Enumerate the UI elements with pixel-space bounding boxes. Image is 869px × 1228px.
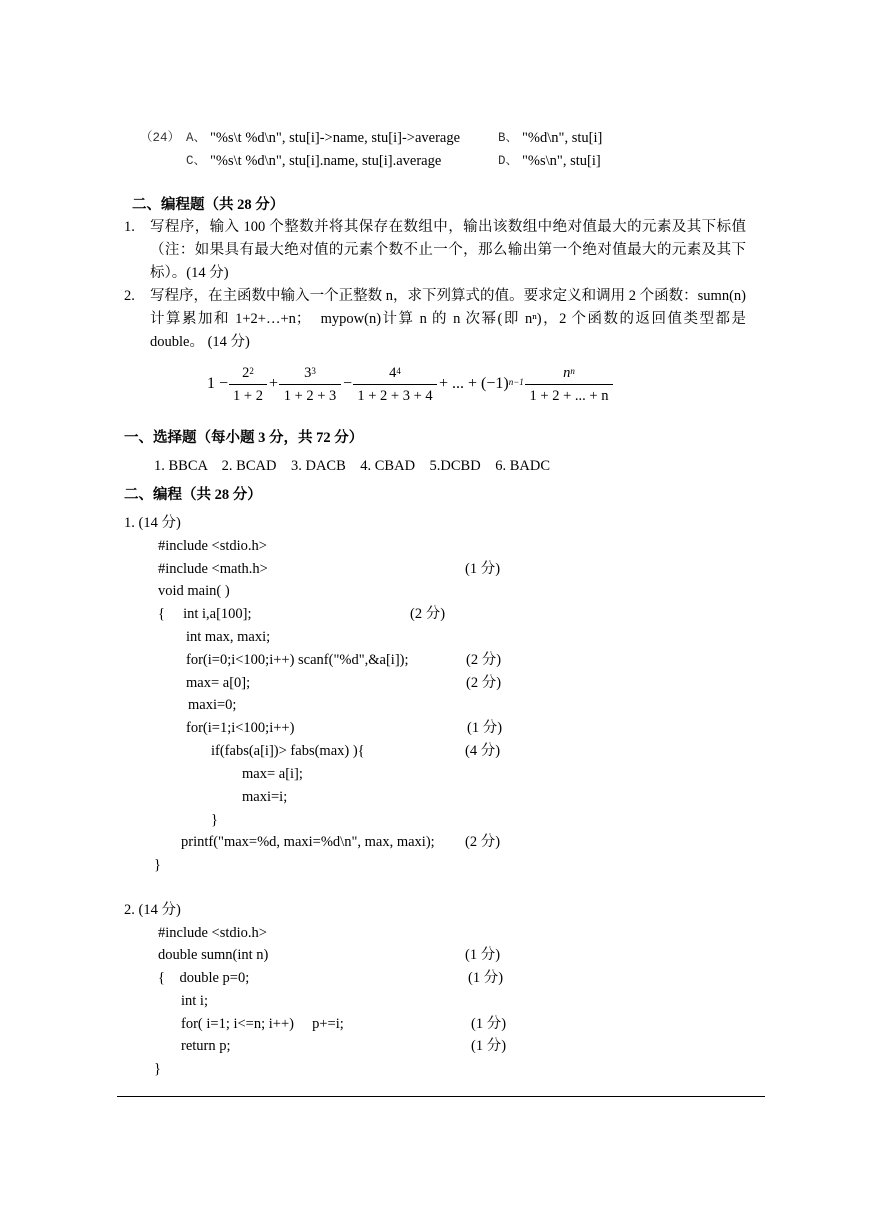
page-bottom-rule <box>117 1096 765 1097</box>
code-line: #include <math.h> <box>158 561 268 577</box>
code-line: } <box>211 812 218 828</box>
option-c-text: "%s\t %d\n", stu[i].name, stu[i].average <box>210 153 442 169</box>
score-label: (1 分) <box>468 970 504 986</box>
code-line: printf("max=%d, maxi=%d\n", max, maxi); <box>181 834 435 850</box>
code-line: if(fabs(a[i])> fabs(max) ){ <box>211 743 365 759</box>
option-b-letter: B、 <box>498 131 519 145</box>
code-line: maxi=0; <box>188 697 237 713</box>
problem-number: 1. <box>124 219 135 235</box>
code-line: for(i=0;i<100;i++) scanf("%d",&a[i]); <box>186 652 409 668</box>
code-line: #include <stdio.h> <box>158 538 267 554</box>
option-d-text: "%s\n", stu[i] <box>522 153 601 169</box>
score-label: (1 分) <box>465 947 501 963</box>
score-label: (1 分) <box>471 1016 507 1032</box>
score-label: (2 分) <box>466 652 502 668</box>
code-line: max= a[i]; <box>242 766 303 782</box>
code-line: return p; <box>181 1038 231 1054</box>
code-line: for( i=1; i<=n; i++) p+=i; <box>181 1016 344 1032</box>
formula-term: $\frac{3^3}{1 + 2 + 3}$ <box>279 362 341 407</box>
formula-leading-one: 1 <box>207 375 215 392</box>
score-label: (1 分) <box>465 561 501 577</box>
code-line: { double p=0; <box>158 970 250 986</box>
score-label: (1 分) <box>467 720 503 736</box>
section-title-programming: 二、编程题（共 28 分） <box>132 197 285 213</box>
option-a-text: "%s\t %d\n", stu[i]->name, stu[i]->average <box>210 130 461 146</box>
option-b-text: "%d\n", stu[i] <box>522 130 603 146</box>
code-line: } <box>154 1061 161 1077</box>
code-line: } <box>154 857 161 873</box>
code-line: int max, maxi; <box>186 629 271 645</box>
answers-title: 一、选择题（每小题 3 分，共 72 分） <box>124 430 364 446</box>
score-label: (2 分) <box>410 606 446 622</box>
formula-term: $\frac{4^4}{1 + 2 + 3 + 4}$ <box>353 362 437 407</box>
code-line: int i; <box>181 993 208 1009</box>
code-line: for(i=1;i<100;i++) <box>186 720 295 736</box>
option-d-letter: D、 <box>498 154 519 168</box>
option-c-letter: C、 <box>186 154 207 168</box>
score-label: (4 分) <box>465 743 501 759</box>
problem-number: 2. <box>124 288 135 304</box>
answer-list: 1. BBCA 2. BCAD 3. DACB 4. CBAD 5.DCBD 6. BADC <box>154 458 550 474</box>
series-formula: 1 − $\frac{2^2}{1 + 2}$ + $\frac{3^3}{1 + 2 + 3}$ − $\frac{4^4}{1 + 2 + 3 + 4}$ + ... + $(-1)^{n-1}$ $\frac{n^n}{1 + 2 + ... + n}$ <box>205 362 625 412</box>
score-label: (1 分) <box>471 1038 507 1054</box>
score-label: (2 分) <box>465 834 501 850</box>
program-answers-title: 二、编程（共 28 分） <box>124 487 262 503</box>
code-line: { int i,a[100]; <box>158 606 252 622</box>
option-a-letter: A、 <box>186 131 207 145</box>
code-line: max= a[0]; <box>186 675 251 691</box>
formula-term: $\frac{n^n}{1 + 2 + ... + n}$ <box>525 362 613 407</box>
code-line: maxi=i; <box>242 789 288 805</box>
problem-text: 写程序，输入 100 个整数并将其保存在数组中，输出该数组中绝对值最大的元素及其下标值（注：如果具有最大绝对值的元素个数不止一个，那么输出第一个绝对值最大的元素及其下标）。(14 分) <box>150 219 746 281</box>
problem-text: 写程序，在主函数中输入一个正整数 n，求下列算式的值。要求定义和调用 2 个函数：sumn(n)计算累加和 1+2+…+n； mypow(n)计算 n 的 n 次幂(即 nⁿ)，2 个函数的返回值类型都是 double。 (14 分) <box>150 288 746 350</box>
score-label: (2 分) <box>466 675 502 691</box>
code-line: void main( ) <box>158 583 230 599</box>
code-2-heading: 2. (14 分) <box>124 902 181 918</box>
code-line: #include <stdio.h> <box>158 925 267 941</box>
formula-term: $\frac{2^2}{1 + 2}$ <box>229 362 267 407</box>
code-1-heading: 1. (14 分) <box>124 515 181 531</box>
code-line: double sumn(int n) <box>158 947 269 963</box>
question-number: （24） <box>140 131 181 145</box>
